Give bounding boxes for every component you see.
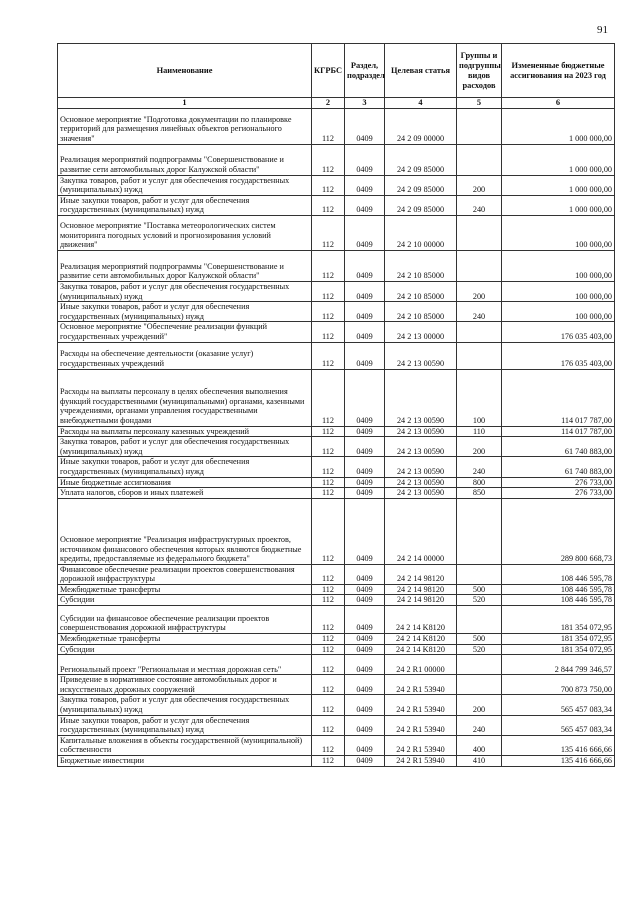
header-section: Раздел, подраздел <box>345 44 385 98</box>
cell-kgrbs: 112 <box>312 715 345 735</box>
cell-target: 24 2 13 00590 <box>385 437 457 457</box>
cell-section: 0409 <box>345 457 385 477</box>
cell-section: 0409 <box>345 477 385 488</box>
cell-name: Расходы на обеспечение деятельности (оказание услуг) государственных учреждений <box>58 342 312 369</box>
cell-section: 0409 <box>345 498 385 564</box>
cell-section: 0409 <box>345 215 385 250</box>
cell-kgrbs: 112 <box>312 457 345 477</box>
cell-kgrbs: 112 <box>312 369 345 426</box>
cell-name: Межбюджетные трансферты <box>58 634 312 645</box>
cell-amount: 1 000 000,00 <box>502 175 615 195</box>
cell-kgrbs: 112 <box>312 322 345 342</box>
table-row <box>58 644 615 655</box>
cell-kgrbs: 112 <box>312 584 345 595</box>
table-row <box>58 302 615 322</box>
cell-section: 0409 <box>345 584 385 595</box>
cell-group: 500 <box>457 634 502 645</box>
table-row <box>58 369 615 426</box>
table-row <box>58 175 615 195</box>
table-row <box>58 595 615 606</box>
cell-name: Реализация мероприятий подпрограммы "Совершенствование и развитие сети автомобильных дорог Калужской области" <box>58 250 312 281</box>
cell-section: 0409 <box>345 595 385 606</box>
cell-name: Иные закупки товаров, работ и услуг для обеспечения государственных (муниципальных) нужд <box>58 457 312 477</box>
cell-section: 0409 <box>345 675 385 695</box>
cell-section: 0409 <box>345 655 385 675</box>
cell-amount: 1 000 000,00 <box>502 108 615 144</box>
cell-amount: 100 000,00 <box>502 250 615 281</box>
cell-group: 240 <box>457 715 502 735</box>
cell-group: 200 <box>457 695 502 715</box>
cell-amount: 700 873 750,00 <box>502 675 615 695</box>
cell-group <box>457 675 502 695</box>
cell-target: 24 2 14 98120 <box>385 564 457 584</box>
column-number-row <box>58 98 615 109</box>
cell-amount: 1 000 000,00 <box>502 144 615 175</box>
cell-kgrbs: 112 <box>312 655 345 675</box>
cell-kgrbs: 112 <box>312 498 345 564</box>
cell-kgrbs: 112 <box>312 342 345 369</box>
cell-target: 24 2 14 98120 <box>385 595 457 606</box>
cell-name: Уплата налогов, сборов и иных платежей <box>58 488 312 499</box>
cell-name: Основное мероприятие "Обеспечение реализации функций государственных учреждений" <box>58 322 312 342</box>
cell-amount: 114 017 787,00 <box>502 426 615 437</box>
cell-amount: 135 416 666,66 <box>502 735 615 755</box>
table-row <box>58 108 615 144</box>
cell-target: 24 2 13 00590 <box>385 342 457 369</box>
cell-target: 24 2 09 85000 <box>385 144 457 175</box>
cell-target: 24 2 14 K8120 <box>385 634 457 645</box>
cell-section: 0409 <box>345 634 385 645</box>
cell-group: 240 <box>457 195 502 215</box>
table-row <box>58 250 615 281</box>
cell-kgrbs: 112 <box>312 634 345 645</box>
cell-amount: 176 035 403,00 <box>502 342 615 369</box>
cell-target: 24 2 10 00000 <box>385 215 457 250</box>
table-row <box>58 144 615 175</box>
cell-kgrbs: 112 <box>312 735 345 755</box>
cell-name: Приведение в нормативное состояние автомобильных дорог и искусственных дорожных сооружений <box>58 675 312 695</box>
cell-name: Субсидии <box>58 644 312 655</box>
cell-group: 240 <box>457 302 502 322</box>
cell-name: Субсидии <box>58 595 312 606</box>
table-row <box>58 655 615 675</box>
cell-target: 24 2 R1 53940 <box>385 675 457 695</box>
cell-section: 0409 <box>345 735 385 755</box>
cell-name: Закупка товаров, работ и услуг для обеспечения государственных (муниципальных) нужд <box>58 437 312 457</box>
cell-target: 24 2 09 85000 <box>385 195 457 215</box>
cell-kgrbs: 112 <box>312 426 345 437</box>
cell-kgrbs: 112 <box>312 675 345 695</box>
cell-amount: 100 000,00 <box>502 281 615 301</box>
cell-amount: 1 000 000,00 <box>502 195 615 215</box>
cell-name: Иные закупки товаров, работ и услуг для обеспечения государственных (муниципальных) нужд <box>58 195 312 215</box>
cell-amount: 176 035 403,00 <box>502 322 615 342</box>
cell-name: Расходы на выплаты персоналу в целях обеспечения выполнения функций государственными (муниципальными) органами, казенными учреждениями, органами управления государственными внебюджетными фондами <box>58 369 312 426</box>
cell-section: 0409 <box>345 250 385 281</box>
page-number: 91 <box>597 24 608 36</box>
column-number: 6 <box>502 98 615 109</box>
table-row <box>58 498 615 564</box>
cell-target: 24 2 10 85000 <box>385 250 457 281</box>
cell-group: 110 <box>457 426 502 437</box>
table-row <box>58 564 615 584</box>
cell-amount: 114 017 787,00 <box>502 369 615 426</box>
cell-target: 24 2 R1 00000 <box>385 655 457 675</box>
cell-target: 24 2 R1 53940 <box>385 715 457 735</box>
table-row <box>58 342 615 369</box>
cell-kgrbs: 112 <box>312 437 345 457</box>
cell-target: 24 2 13 00590 <box>385 426 457 437</box>
cell-amount: 108 446 595,78 <box>502 564 615 584</box>
table-row <box>58 215 615 250</box>
cell-section: 0409 <box>345 426 385 437</box>
budget-table <box>57 43 615 767</box>
cell-kgrbs: 112 <box>312 144 345 175</box>
cell-kgrbs: 112 <box>312 606 345 634</box>
cell-section: 0409 <box>345 195 385 215</box>
table-row <box>58 477 615 488</box>
cell-amount: 289 800 668,73 <box>502 498 615 564</box>
cell-group <box>457 342 502 369</box>
cell-kgrbs: 112 <box>312 302 345 322</box>
cell-group <box>457 606 502 634</box>
table-row <box>58 281 615 301</box>
cell-target: 24 2 14 00000 <box>385 498 457 564</box>
cell-target: 24 2 R1 53940 <box>385 695 457 715</box>
cell-kgrbs: 112 <box>312 175 345 195</box>
cell-kgrbs: 112 <box>312 488 345 499</box>
cell-group: 200 <box>457 175 502 195</box>
cell-amount: 276 733,00 <box>502 477 615 488</box>
table-header-row <box>58 44 615 98</box>
cell-amount: 181 354 072,95 <box>502 606 615 634</box>
cell-section: 0409 <box>345 695 385 715</box>
table-row <box>58 322 615 342</box>
cell-section: 0409 <box>345 437 385 457</box>
cell-name: Иные закупки товаров, работ и услуг для обеспечения государственных (муниципальных) нужд <box>58 715 312 735</box>
cell-amount: 61 740 883,00 <box>502 437 615 457</box>
table-row <box>58 584 615 595</box>
cell-target: 24 2 13 00590 <box>385 477 457 488</box>
cell-group: 240 <box>457 457 502 477</box>
cell-name: Бюджетные инвестиции <box>58 756 312 767</box>
cell-name: Основное мероприятие "Поставка метеорологических систем мониторинга погодных условий и прогнозирования условий движения" <box>58 215 312 250</box>
cell-target: 24 2 13 00590 <box>385 457 457 477</box>
cell-name: Финансовое обеспечение реализации проектов совершенствования дорожной инфраструктуры <box>58 564 312 584</box>
cell-amount: 100 000,00 <box>502 302 615 322</box>
table-row <box>58 756 615 767</box>
cell-kgrbs: 112 <box>312 281 345 301</box>
cell-name: Капитальные вложения в объекты государственной (муниципальной) собственности <box>58 735 312 755</box>
cell-amount: 565 457 083,34 <box>502 715 615 735</box>
cell-amount: 181 354 072,95 <box>502 644 615 655</box>
cell-kgrbs: 112 <box>312 595 345 606</box>
table-row <box>58 426 615 437</box>
cell-section: 0409 <box>345 144 385 175</box>
cell-group <box>457 498 502 564</box>
cell-group <box>457 250 502 281</box>
cell-group: 400 <box>457 735 502 755</box>
cell-amount: 2 844 799 346,57 <box>502 655 615 675</box>
cell-kgrbs: 112 <box>312 215 345 250</box>
cell-name: Реализация мероприятий подпрограммы "Совершенствование и развитие сети автомобильных дорог Калужской области" <box>58 144 312 175</box>
cell-target: 24 2 14 K8120 <box>385 606 457 634</box>
cell-group: 200 <box>457 281 502 301</box>
cell-target: 24 2 13 00000 <box>385 322 457 342</box>
cell-section: 0409 <box>345 756 385 767</box>
cell-amount: 276 733,00 <box>502 488 615 499</box>
header-amount: Измененные бюджетные ассигнования на 2023 год <box>502 44 615 98</box>
cell-section: 0409 <box>345 564 385 584</box>
column-number: 4 <box>385 98 457 109</box>
column-number: 2 <box>312 98 345 109</box>
cell-name: Иные закупки товаров, работ и услуг для обеспечения государственных (муниципальных) нужд <box>58 302 312 322</box>
cell-name: Основное мероприятие "Подготовка документации по планировке территорий для размещения линейных объектов регионального значения" <box>58 108 312 144</box>
cell-group: 500 <box>457 584 502 595</box>
cell-target: 24 2 13 00590 <box>385 488 457 499</box>
cell-group: 520 <box>457 595 502 606</box>
cell-target: 24 2 R1 53940 <box>385 735 457 755</box>
cell-target: 24 2 13 00590 <box>385 369 457 426</box>
cell-kgrbs: 112 <box>312 250 345 281</box>
table-row <box>58 715 615 735</box>
column-number: 1 <box>58 98 312 109</box>
cell-section: 0409 <box>345 322 385 342</box>
column-number: 3 <box>345 98 385 109</box>
cell-group: 850 <box>457 488 502 499</box>
table-row <box>58 457 615 477</box>
cell-name: Иные бюджетные ассигнования <box>58 477 312 488</box>
table-body <box>58 108 615 766</box>
table-row <box>58 488 615 499</box>
cell-group: 800 <box>457 477 502 488</box>
cell-kgrbs: 112 <box>312 564 345 584</box>
cell-amount: 565 457 083,34 <box>502 695 615 715</box>
cell-kgrbs: 112 <box>312 695 345 715</box>
cell-kgrbs: 112 <box>312 195 345 215</box>
cell-group <box>457 108 502 144</box>
cell-kgrbs: 112 <box>312 108 345 144</box>
cell-section: 0409 <box>345 342 385 369</box>
cell-group: 520 <box>457 644 502 655</box>
cell-target: 24 2 R1 53940 <box>385 756 457 767</box>
cell-name: Закупка товаров, работ и услуг для обеспечения государственных (муниципальных) нужд <box>58 281 312 301</box>
cell-target: 24 2 10 85000 <box>385 302 457 322</box>
table-row <box>58 195 615 215</box>
cell-section: 0409 <box>345 369 385 426</box>
table-row <box>58 735 615 755</box>
cell-name: Закупка товаров, работ и услуг для обеспечения государственных (муниципальных) нужд <box>58 175 312 195</box>
cell-group: 200 <box>457 437 502 457</box>
cell-section: 0409 <box>345 644 385 655</box>
cell-kgrbs: 112 <box>312 477 345 488</box>
cell-section: 0409 <box>345 302 385 322</box>
table-row <box>58 675 615 695</box>
cell-target: 24 2 10 85000 <box>385 281 457 301</box>
cell-name: Региональный проект "Региональная и местная дорожная сеть" <box>58 655 312 675</box>
cell-group: 410 <box>457 756 502 767</box>
cell-amount: 135 416 666,66 <box>502 756 615 767</box>
cell-amount: 61 740 883,00 <box>502 457 615 477</box>
cell-section: 0409 <box>345 715 385 735</box>
cell-target: 24 2 14 K8120 <box>385 644 457 655</box>
cell-group <box>457 215 502 250</box>
header-groups: Группы и подгруппы видов расходов <box>457 44 502 98</box>
cell-group <box>457 655 502 675</box>
column-number: 5 <box>457 98 502 109</box>
cell-amount: 100 000,00 <box>502 215 615 250</box>
cell-group <box>457 322 502 342</box>
table-row <box>58 695 615 715</box>
cell-name: Закупка товаров, работ и услуг для обеспечения государственных (муниципальных) нужд <box>58 695 312 715</box>
cell-group: 100 <box>457 369 502 426</box>
cell-amount: 181 354 072,95 <box>502 634 615 645</box>
table-row <box>58 437 615 457</box>
cell-name: Межбюджетные трансферты <box>58 584 312 595</box>
header-kgrbs: КГРБС <box>312 44 345 98</box>
cell-target: 24 2 09 85000 <box>385 175 457 195</box>
cell-name: Основное мероприятие "Реализация инфраструктурных проектов, источником финансового обеспечения которых являются бюджетные кредиты, предоставляемые из федерального бюджета" <box>58 498 312 564</box>
cell-target: 24 2 14 98120 <box>385 584 457 595</box>
cell-target: 24 2 09 00000 <box>385 108 457 144</box>
header-target: Целевая статья <box>385 44 457 98</box>
table-row <box>58 634 615 645</box>
cell-amount: 108 446 595,78 <box>502 595 615 606</box>
cell-section: 0409 <box>345 175 385 195</box>
cell-name: Расходы на выплаты персоналу казенных учреждений <box>58 426 312 437</box>
cell-section: 0409 <box>345 281 385 301</box>
cell-section: 0409 <box>345 606 385 634</box>
cell-kgrbs: 112 <box>312 644 345 655</box>
table-row <box>58 606 615 634</box>
cell-group <box>457 564 502 584</box>
cell-section: 0409 <box>345 488 385 499</box>
cell-section: 0409 <box>345 108 385 144</box>
header-name: Наименование <box>58 44 312 98</box>
cell-amount: 108 446 595,78 <box>502 584 615 595</box>
cell-group <box>457 144 502 175</box>
cell-kgrbs: 112 <box>312 756 345 767</box>
cell-name: Субсидии на финансовое обеспечение реализации проектов совершенствования дорожной инфраструктуры <box>58 606 312 634</box>
